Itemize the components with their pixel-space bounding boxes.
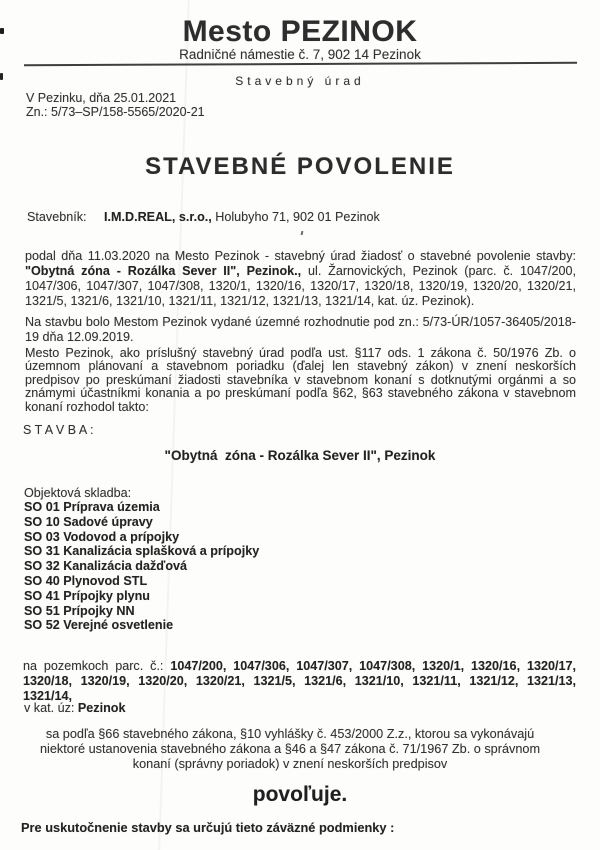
object-item: SO 40 Plynovod STL	[24, 573, 148, 588]
object-item: SO 01 Príprava územia	[24, 500, 160, 514]
builder-label: Stavebník:	[27, 210, 87, 224]
object-item: SO 31 Kanalizácia splašková a prípojky	[24, 544, 260, 559]
city-name: Mesto PEZINOK	[182, 15, 418, 48]
builder-row	[27, 210, 577, 224]
object-composition-label: Objektová skladba:	[24, 486, 132, 500]
object-composition-list	[24, 500, 259, 633]
conditions-heading: Pre uskutočnenie stavby sa určujú tieto záväzné podmienky :	[21, 820, 395, 835]
stavba-label: S T A V B A :	[23, 423, 94, 437]
cadastral-value: Pezinok	[77, 701, 126, 715]
parcels-numbers: 1047/200, 1047/306, 1047/307, 1047/308, 1320/1, 1320/16, 1320/17, 1320/18, 1320/19, 1320/20, 1320/21, 1321/5, 1321/6, 1321/10, 1321/11, 1321/12, 1321/13, 1321/14,	[23, 659, 576, 703]
office-address: Radničné námestie č. 7, 902 14 Pezinok	[179, 47, 421, 62]
parcel-list-inline: ul. Žarnovických, Pezinok (parc. č. 1047/200, 1047/306, 1047/307, 1047/308, 1320/1, 1320/16, 1320/17, 1320/18, 1320/19, 1320/20, 1320/21, 1321/5, 1321/6, 1321/10, 1321/11, 1321/12, 1321/13, 1321/14, kat. úz. Pezinok).	[25, 264, 576, 308]
scan-speck-artifact	[301, 231, 304, 235]
document-title: STAVEBNÉ POVOLENIE	[145, 153, 455, 180]
reference-number: Zn.: 5/73–SP/158-5565/2020-21	[26, 105, 205, 119]
construction-name: "Obytná zóna - Rozálka Sever II", Pezinok	[164, 448, 436, 463]
builder-name: I.M.D.REAL, s.r.o.,	[104, 210, 212, 224]
territorial-decision-paragraph: Na stavbu bolo Mestom Pezinok vydané územné rozhodnutie pod zn.: 5/73-ÚR/1057-36405/2018-19 dňa 12.09.2019.	[25, 315, 576, 344]
cadastral-prefix: v kat. úz:	[24, 701, 78, 715]
letterhead-divider	[24, 62, 577, 66]
application-text: podal dňa 11.03.2020 na Mesto Pezinok - stavebný úrad žiadosť o stavebné povolenie stavby:	[25, 249, 576, 263]
object-item: SO 03 Vodovod a prípojky	[24, 529, 180, 544]
office-department: Stavebný úrad	[235, 74, 365, 88]
verdict-text: povoľuje.	[252, 783, 348, 806]
cadastral-line	[24, 701, 126, 715]
scan-fold-line	[158, 0, 190, 850]
legal-provisions-paragraph: sa podľa §66 stavebného zákona, §10 vyhlášky č. 453/2000 Z.z., ktorou sa vykonávajú niektoré ustanovenia stavebného zákona a §46 a §47 zákona č. 71/1967 Zb. o správnom konaní (správny poriadok) v znení neskorších predpisov	[39, 727, 541, 772]
object-item: SO 51 Prípojky NN	[24, 603, 135, 618]
object-item: SO 52 Verejné osvetlenie	[24, 618, 174, 633]
builder-value	[104, 210, 380, 224]
construction-name-inline: "Obytná zóna - Rozálka Sever II", Pezinok.,	[25, 264, 309, 278]
object-item: SO 32 Kanalizácia dažďová	[24, 559, 188, 574]
parcels-prefix: na pozemkoch parc. č.:	[23, 659, 171, 673]
legal-basis-paragraph: Mesto Pezinok, ako príslušný stavebný úrad podľa ust. §117 ods. 1 zákona č. 50/1976 Zb. o územnom plánovaní a stavebnom poriadku (ďalej len stavebný zákon) v znení neskorších predpisov po preskúmaní žiadosti stavebníka v stavebnom konaní s dotknutými orgánmi a so známymi účastníkmi konania a po preskúmaní podľa §62, §63 stavebného zákona v stavebnom konaní rozhodol takto:	[25, 346, 576, 414]
builder-address: Holubyho 71, 902 01 Pezinok	[211, 210, 380, 224]
parcels-paragraph	[23, 659, 576, 704]
object-item: SO 10 Sadové úpravy	[24, 514, 153, 529]
place-date-line: V Pezinku, dňa 25.01.2021	[26, 91, 177, 105]
object-item: SO 41 Prípojky plynu	[24, 588, 150, 603]
application-paragraph	[25, 249, 576, 309]
